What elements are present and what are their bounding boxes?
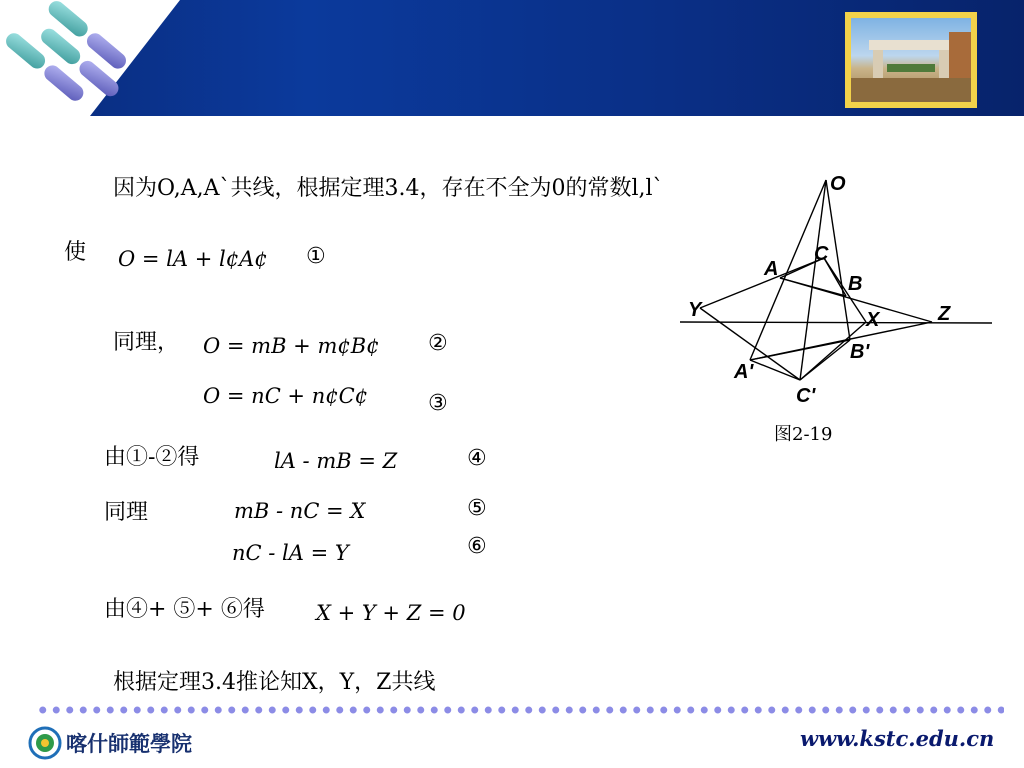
equation-2: O = mB + m¢B¢ — [203, 334, 380, 358]
dotted-divider — [36, 703, 1004, 717]
equation-1: O = lA + l¢A¢ — [118, 247, 268, 271]
line-o-b2 — [826, 180, 850, 340]
label-tongli-1: 同理， — [113, 330, 180, 355]
circled-1: ① — [306, 244, 326, 269]
label-z: Z — [938, 303, 951, 325]
circled-2: ② — [428, 331, 448, 356]
circled-6: ⑥ — [467, 534, 487, 559]
equation-7: X + Y + Z = 0 — [316, 601, 466, 625]
label-o: O — [830, 173, 846, 195]
gate-image — [851, 18, 971, 102]
line-y-c — [700, 258, 824, 308]
decorative-pills — [0, 0, 180, 116]
line-collinear-premise: 因为O,A,A`共线，根据定理3.4，存在不全为0的常数l,l` — [113, 176, 664, 201]
figure-caption: 图2-19 — [774, 424, 833, 445]
equation-6: nC - lA = Y — [232, 541, 349, 565]
label-c-prime: C' — [796, 385, 816, 407]
circled-5: ⑤ — [467, 496, 487, 521]
label-shi: 使 — [64, 240, 87, 265]
label-b-prime: B' — [850, 341, 870, 363]
line-a2-z — [750, 322, 932, 360]
circled-4: ④ — [467, 446, 487, 471]
label-from-1-2: 由①-②得 — [104, 445, 200, 470]
school-url[interactable]: www.kstc.edu.cn — [800, 726, 995, 751]
label-a: A — [764, 258, 779, 280]
conclusion-line: 根据定理3.4推论知X，Y，Z共线 — [113, 670, 436, 695]
school-gate-photo — [851, 18, 971, 102]
label-y: Y — [688, 299, 702, 321]
school-name: 喀什師範學院 — [66, 732, 192, 756]
label-c: C — [814, 243, 829, 265]
label-a-prime: A' — [734, 361, 754, 383]
label-from-4-5-6: 由④+ ⑤+ ⑥得 — [104, 597, 265, 622]
equation-4: lA - mB = Z — [274, 449, 398, 473]
edge-a2c2 — [750, 360, 800, 380]
circled-3: ③ — [428, 391, 448, 416]
equation-3: O = nC + n¢C¢ — [203, 384, 369, 408]
school-emblem-icon — [28, 726, 62, 760]
label-x: X — [866, 309, 880, 331]
equation-5: mB - nC = X — [234, 499, 366, 523]
figure-lines — [680, 180, 992, 380]
label-tongli-2: 同理 — [104, 500, 149, 525]
figure-2-19 — [670, 160, 1000, 420]
label-b: B — [848, 273, 863, 295]
